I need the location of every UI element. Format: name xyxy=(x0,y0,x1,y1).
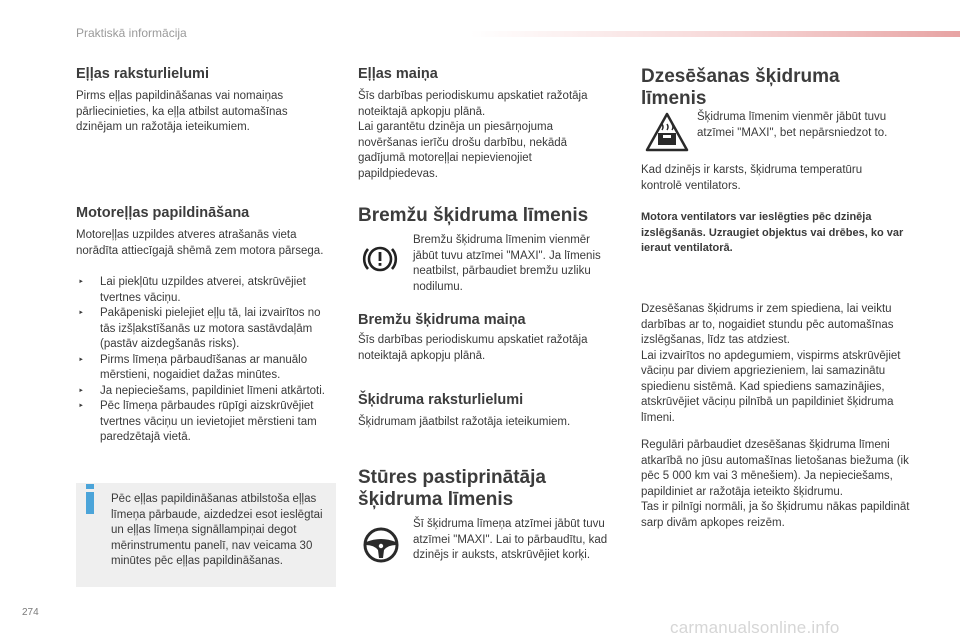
info-icon xyxy=(86,492,94,514)
oil-topup-step: ‣ Ja nepieciešams, papildiniet līmeni atkārtoti. xyxy=(76,384,338,400)
page-number: 274 xyxy=(22,607,39,618)
brake-change-heading: Bremžu šķidruma maiņa xyxy=(358,312,526,328)
oil-topup-intro: Motoreļļas uzpildes atveres atrašanās vieta norādīta attiecīgajā shēmā zem motora pārsega. xyxy=(76,229,324,257)
steering-fluid-heading: Stūres pastiprinātāja šķidruma līmenis xyxy=(358,467,546,510)
oil-specs-text: Pirms eļļas papildināšanas vai nomaiņas pārliecinieties, ka eļļa atbilst automašīnas dzinējam un ražotāja ieteikumiem. xyxy=(76,90,288,133)
hot-coolant-warning-icon xyxy=(644,111,690,153)
brake-level-heading: Bremžu šķidruma līmenis xyxy=(358,205,589,226)
oil-topup-heading: Motoreļļas papildināšana xyxy=(76,205,250,221)
coolant-pressure-text: Dzesēšanas šķidrums ir zem spiediena, lai veiktu darbības ar to, nogaidiet stundu pēc automašīnas izslēgšanas, līdz tas atdziest. Lai izvairītos no apdegumiem, vispirms atskrūvējiet vāciņu par diviem apgriezieniem, lai samazinātu spiedienu sistēmā. Kad spiediens samazinājies, atskrūvējiet vāciņu pilnībā un papildiniet šķidruma līmeni. xyxy=(641,303,901,424)
oil-topup-step: ‣ Pirms līmeņa pārbaudīšanas ar manuālo mērstieni, nogaidiet dažas minūtes. xyxy=(76,353,338,384)
oil-topup-step: ‣ Pakāpeniski pielejiet eļļu tā, lai izvairītos no tās izšļakstīšanās uz motora sastāvdaļām (pastāv aizdegšanās risks). xyxy=(76,306,338,353)
coolant-fan-warning: Motora ventilators var ieslēgties pēc dzinēja izslēgšanās. Uzraugiet objektus vai drēbes, ko var ieraut ventilatorā. xyxy=(641,211,904,254)
header-rule xyxy=(470,31,960,37)
oil-specs-heading: Eļļas raksturlielumi xyxy=(76,66,209,82)
oil-topup-step: ‣ Lai piekļūtu uzpildes atverei, atskrūvējiet tvertnes vāciņu. xyxy=(76,275,338,306)
info-text: Pēc eļļas papildināšanas atbilstoša eļļas līmeņa pārbaude, aizdedzei esot ieslēgtai un eļļas līmeņa signāllampiņai degot mērinstrumentu panelī, nav veicama 30 minūtes pēc eļļas papildināšanas. xyxy=(111,493,323,567)
coolant-icon-text: Šķidruma līmenim vienmēr jābūt tuvu atzīmei "MAXI", bet nepārsniedzot to. xyxy=(697,111,888,139)
coolant-heading: Dzesēšanas šķidruma līmenis xyxy=(641,66,840,109)
fluid-specs-heading: Šķidruma raksturlielumi xyxy=(358,392,524,408)
oil-topup-step: ‣ Pēc līmeņa pārbaudes rūpīgi aizskrūvējiet tvertnes vāciņu un ievietojiet mērstieni tam paredzētajā vietā. xyxy=(76,399,338,446)
coolant-fan-text: Kad dzinējs ir karsts, šķidruma temperatūru kontrolē ventilators. xyxy=(641,164,863,192)
brake-warning-icon xyxy=(358,237,402,281)
brake-change-text: Šīs darbības periodiskumu apskatiet ražotāja noteiktajā apkopju plānā. xyxy=(358,334,588,362)
page-header-title: Praktiskā informācija xyxy=(76,26,187,40)
oil-change-heading: Eļļas maiņa xyxy=(358,66,438,82)
fluid-specs-text: Šķidrumam jāatbilst ražotāja ieteikumiem. xyxy=(358,416,571,428)
steering-wheel-icon xyxy=(359,523,403,567)
oil-change-text: Šīs darbības periodiskumu apskatiet ražotāja noteiktajā apkopju plānā. Lai garantētu dzinēja un piesārņojuma novēršanas ierīču drošu darbību, nekādā gadījumā motoreļļai nepievienojiet papildpiedevas. xyxy=(358,90,588,180)
watermark: carmanualsonline.info xyxy=(670,618,840,637)
oil-topup-steps xyxy=(76,275,338,446)
coolant-check-text: Regulāri pārbaudiet dzesēšanas šķidruma līmeni atkarībā no jūsu automašīnas lietošanas biežuma (ik pēc 5 000 km vai 3 mēnešiem). Ja nepieciešams, papildiniet ar ražotāja ieteikto šķidrumu. Tas ir pilnīgi normāli, ja šo šķidrumu nākas papildināt sarp divām apkopes reizēm. xyxy=(641,439,910,529)
steering-fluid-text: Šī šķidruma līmeņa atzīmei jābūt tuvu atzīmei "MAXI". Lai to pārbaudītu, kad dzinējs ir auksts, atskrūvējiet korķi. xyxy=(413,518,608,561)
brake-level-text: Bremžu šķidruma līmenim vienmēr jābūt tuvu atzīmei "MAXI". Ja līmenis neatbilst, pārbaudiet bremžu uzliku nodilumu. xyxy=(413,234,601,293)
